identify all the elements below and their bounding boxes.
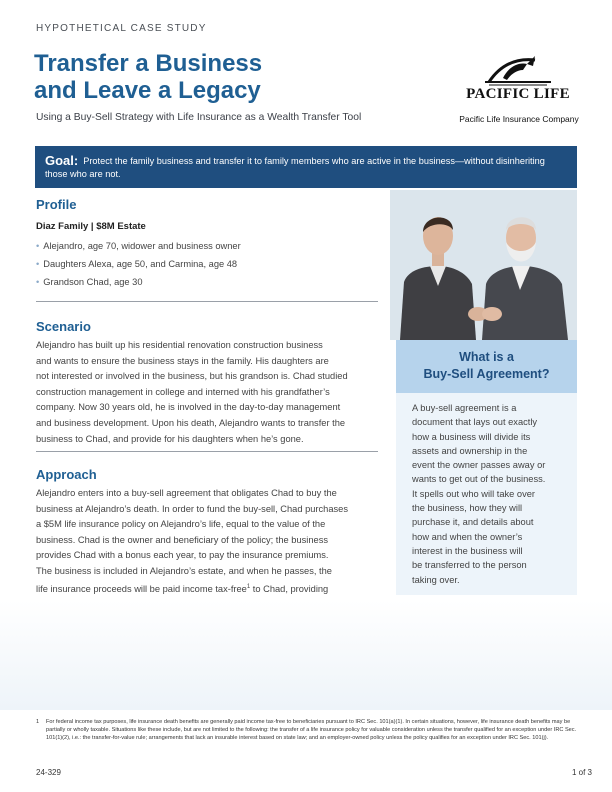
title-line-2: and Leave a Legacy [34,77,261,104]
sidebar-line: taking over. [412,574,460,585]
sidebar-line: assets and ownership in the [412,445,528,456]
approach-line: business. Chad is the owner and beneficiary of the policy; the business [36,534,328,545]
approach-line: a $5M life insurance policy on Alejandro’s life, equal to the value of the [36,519,326,530]
approach-line: business at Alejandro’s death. In order to fund the buy-sell, Chad purchases [36,503,348,514]
sidebar-line: A buy-sell agreement is a [412,403,517,413]
sidebar-line: It spells out who will take over [412,488,535,499]
sidebar-line: event the owner passes away or [412,460,546,471]
page-title [34,50,334,104]
footnote-number: 1 [36,719,40,725]
scenario-line: and business development. Upon his death, Alejandro wants to transfer the [36,417,346,428]
goal-text: Protect the family business and transfer it to family members who are active in the business—without disinheriting those who are not. [45,156,545,179]
profile-item: • Grandson Chad, age 30 [36,277,143,287]
approach-heading: Approach [36,467,97,482]
sidebar-line: be transferred to the person [412,560,527,571]
scenario-line: construction management in college and interned with his grandfather’s [36,386,330,397]
scenario-line: not interested or involved in the business, but his grandson is. Chad studied [36,371,348,382]
scenario-line: company. Now 30 years old, he is involved in the day-to-day management [36,402,341,413]
goal-label: Goal: [45,153,79,168]
profile-heading: Profile [36,197,77,212]
scenario-text [36,338,386,447]
approach-line-tail: to Chad, providing [250,583,329,594]
sidebar-line: purchase it, and details about [412,517,534,528]
approach-line: provides Chad with a bonus each year, to pay the insurance premiums. [36,550,329,561]
logo-company: Pacific Life Insurance Company [459,114,579,124]
sidebar-line: wants to get out of the business. [412,474,546,485]
scenario-heading: Scenario [36,319,91,334]
sidebar-line: how a business will divide its [412,431,531,442]
family-label: Diaz Family | $8M Estate [36,221,146,232]
divider [36,451,378,452]
scenario-line: Alejandro has built up his residential renovation construction business [36,340,323,350]
page-number: 1 of 3 [571,768,592,777]
background-fade [0,600,612,710]
approach-line [36,580,386,598]
sidebar-body [396,393,577,595]
eyebrow: HYPOTHETICAL CASE STUDY [36,23,207,34]
footnote-text: For federal income tax purposes, life insurance death benefits are generally paid income tax-free to beneficiaries pursuant to IRC Sec. 101(a)(1). In certain situations, however, life insurance death benefits may be partially or wholly taxable. Situations like these include, but are not limited to the following: the transfer of a life insurance policy for valuable consideration unless the transfer qualified for an exception under IRC Sec. 101(1)(2), i.e.: the transfer-for-value rule; arrangements that lack an insurable interest based on state law; and an employer-owned policy unless the policy qualifies for an exception under IRC Sec. 101(j). [46,719,577,742]
sidebar-heading-line-1: What is a [459,350,514,364]
sidebar-line: how and when the owner’s [412,531,523,542]
whale-icon [483,48,553,88]
logo-wordmark: PACIFIC LIFE [466,86,570,102]
approach-line: The business is included in Alejandro’s estate, and when he passes, the [36,565,332,576]
footnote-ref: 1 [246,583,251,590]
profile-item: • Alejandro, age 70, widower and business owner [36,241,241,251]
title-line-1: Transfer a Business [34,50,263,77]
divider [36,301,378,302]
document-code: 24-329 [36,768,61,777]
sidebar-line: document that lays out exactly [412,417,538,428]
goal-banner [35,146,577,188]
profile-item: • Daughters Alexa, age 50, and Carmina, age 48 [36,259,237,269]
sidebar-heading [396,340,577,393]
scenario-line: and wants to ensure the business stays in the family. His daughters are [36,355,329,366]
sidebar-line: interest in the business will [412,545,523,556]
approach-line-text: life insurance proceeds will be paid income tax-free [36,583,247,594]
approach-line: Alejandro enters into a buy-sell agreement that obligates Chad to buy the [36,488,337,498]
sidebar-line: the business, how they will [412,503,523,514]
scenario-line: business to Chad, and provide for his daughters when he’s gone. [36,433,304,444]
photo-two-men [390,190,577,340]
subtitle: Using a Buy-Sell Strategy with Life Insurance as a Wealth Transfer Tool [36,112,362,123]
footnote [36,718,582,743]
sidebar-heading-line-2: Buy-Sell Agreement? [423,367,550,381]
